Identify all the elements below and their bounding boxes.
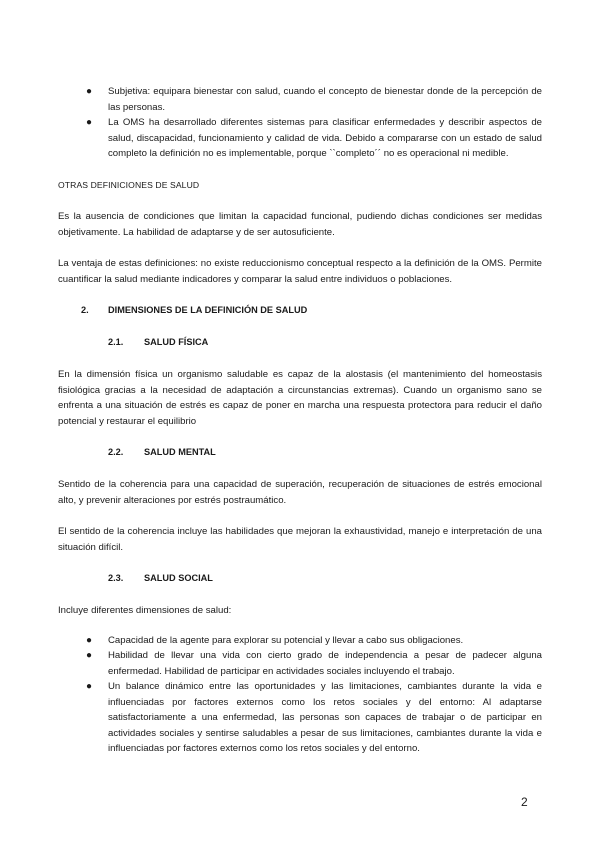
section-title: DIMENSIONES DE LA DEFINICIÓN DE SALUD	[108, 305, 308, 315]
subsection-heading	[58, 445, 542, 461]
bullet-icon: ●	[86, 117, 93, 128]
subsection-title: SALUD FÍSICA	[144, 337, 209, 347]
list-item: ● Subjetiva: equipara bienestar con salud, cuando el concepto de bienestar donde de la percepción de las personas.	[86, 86, 542, 113]
bullet-icon: ●	[86, 650, 93, 661]
paragraph: La ventaja de estas definiciones: no existe reduccionismo conceptual respecto a la definición de la OMS. Permite cuantificar la salud mediante indicadores y comparar la salud entre individuos o poblaciones.	[58, 258, 542, 285]
other-definitions-heading: OTRAS DEFINICIONES DE SALUD	[58, 179, 200, 190]
paragraph: El sentido de la coherencia incluye las habilidades que mejoran la exhaustividad, manejo e interpretación de una situación difícil.	[58, 526, 542, 553]
section-number: 2.	[81, 305, 89, 315]
paragraph: Incluye diferentes dimensiones de salud:	[58, 605, 232, 616]
list-item: ● Un balance dinámico entre las oportunidades y las limitaciones, cambiantes durante la vida e influenciadas por factores externos como los retos sociales y del entorno: Al adaptarse satisfactoriamente a una enfermedad, las personas son capaces de trabajar o de participar en actividades sociales y sentirse saludables a pesar de sus limitaciones, cambiantes durante la vida e influenciadas por factores externos como los retos sociales y del entorno.	[86, 681, 542, 754]
bullet-list-top	[58, 84, 542, 162]
subsection-number: 2.3.	[108, 573, 124, 583]
bullet-icon: ●	[86, 86, 93, 97]
subsection-title: SALUD MENTAL	[144, 447, 216, 457]
bullet-icon: ●	[86, 681, 93, 692]
section-heading	[58, 303, 542, 319]
subsection-title: SALUD SOCIAL	[144, 573, 213, 583]
paragraph: Es la ausencia de condiciones que limitan la capacidad funcional, pudiendo dichas condiciones ser medidas objetivamente. La habilidad de adaptarse y de ser autosuficiente.	[58, 211, 542, 238]
paragraph: En la dimensión física un organismo saludable es capaz de la alostasis (el mantenimiento del homeostasis fisiológica gracias a la necesidad de adaptación a circunstancias extremas). Cuando un organismo sano se enfrenta a una situación de estrés es capaz de poner en marcha una respuesta protectora para reducir el daño potencial y restaurar el equilibrio	[58, 369, 542, 427]
subsection-number: 2.1.	[108, 337, 124, 347]
list-item: ● Habilidad de llevar una vida con cierto grado de independencia a pesar de padecer alguna enfermedad. Habilidad de participar en actividades sociales incluyendo el trabajo.	[86, 650, 542, 677]
subsection-heading	[58, 571, 542, 587]
paragraph: Sentido de la coherencia para una capacidad de superación, recuperación de situaciones de estrés emocional alto, y prevenir alteraciones por estrés postraumático.	[58, 479, 542, 506]
subsection-heading	[58, 335, 542, 351]
subsection-number: 2.2.	[108, 447, 124, 457]
page-number: 2	[521, 795, 528, 809]
document-page	[58, 84, 542, 757]
bullet-list-social	[58, 633, 542, 757]
list-item: ● La OMS ha desarrollado diferentes sistemas para clasificar enfermedades y describir aspectos de salud, discapacidad, funcionamiento y calidad de vida. Debido a compararse con un estado de salud completo la definición no es implementable, porque ``completo´´ no es operacional ni medible.	[86, 117, 542, 159]
bullet-icon: ●	[86, 634, 93, 646]
list-item: ● Capacidad de la agente para explorar su potencial y llevar a cabo sus obligaciones.	[58, 633, 542, 649]
